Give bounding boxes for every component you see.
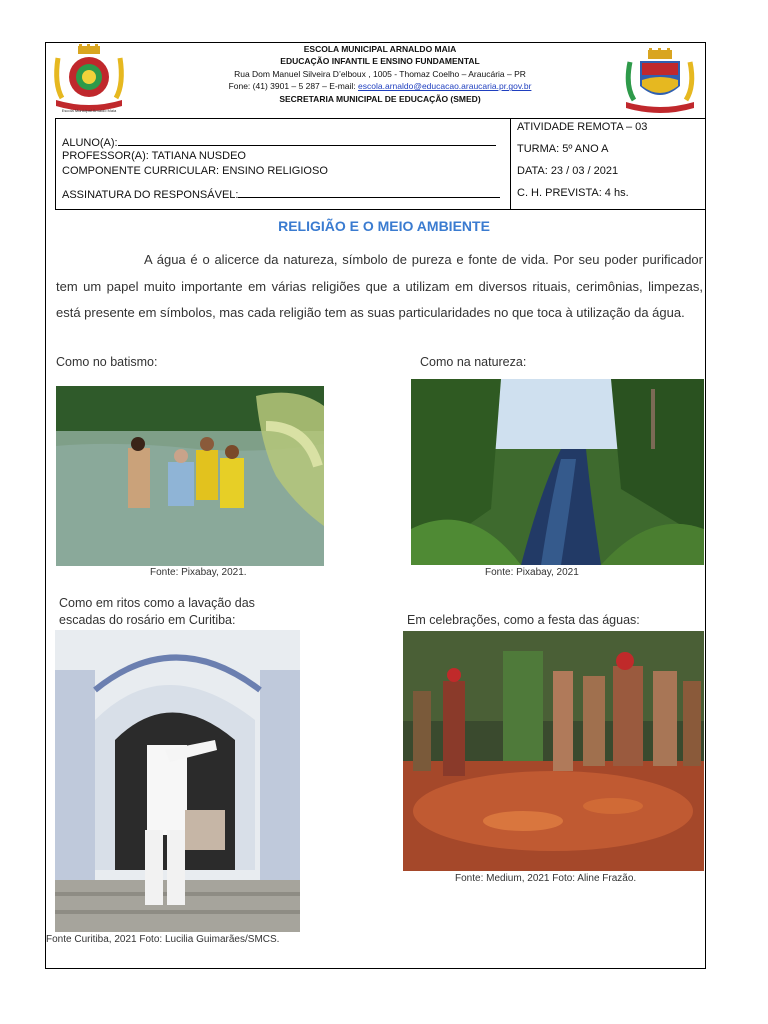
secretariat: SECRETARIA MUNICIPAL DE EDUCAÇÃO (SMED) — [279, 93, 481, 104]
assinatura-label: ASSINATURA DO RESPONSÁVEL: — [62, 189, 239, 201]
batismo-caption: Fonte: Pixabay, 2021. — [150, 567, 247, 578]
baptism-photo — [56, 386, 324, 566]
school-logo — [48, 44, 130, 114]
city-coat-of-arms — [620, 48, 700, 114]
page-title: RELIGIÃO E O MEIO AMBIENTE — [278, 218, 490, 234]
professor-text: PROFESSOR(A): TATIANA NUSDEO — [62, 150, 246, 162]
nature-photo — [411, 379, 704, 565]
ritos-caption: Fonte Curitiba, 2021 Foto: Lucilia Guimarães/SMCS. — [46, 934, 280, 945]
education-level: EDUCAÇÃO INFANTIL E ENSINO FUNDAMENTAL — [280, 56, 480, 67]
intro-paragraph — [56, 247, 703, 327]
celebracoes-label: Em celebrações, como a festa das águas: — [407, 613, 640, 627]
contact-line — [150, 80, 610, 92]
stairs-ritual-photo — [55, 630, 300, 932]
natureza-label: Como na natureza: — [420, 355, 527, 369]
svg-text:Escola Municipal Arnaldo Maia: Escola Municipal Arnaldo Maia — [61, 108, 117, 113]
intro-text: A água é o alicerce da natureza, símbolo de pureza e fonte de vida. Por seu poder purificador tem um papel muito importante em várias religiões que a utilizam em diversos rituais, cerimônias, limpezas, está presente em símbolos, mas cada religião tem as suas particularidades no que toca à utilização da água. — [56, 252, 703, 320]
info-divider — [510, 118, 511, 210]
turma-text: TURMA: 5º ANO A — [517, 143, 609, 155]
assinatura-field[interactable] — [238, 187, 500, 198]
assinatura-row — [62, 187, 500, 201]
phone-text: Fone: (41) 3901 – 5 287 – E-mail: — [228, 81, 359, 92]
natureza-caption: Fonte: Pixabay, 2021 — [485, 567, 579, 578]
email-link[interactable]: escola.arnaldo@educacao.araucaria.pr.gov.br — [358, 81, 532, 92]
ritos-label-line2: escadas do rosário em Curitiba: — [59, 613, 236, 627]
water-festival-photo — [403, 631, 704, 871]
aluno-row — [62, 135, 496, 149]
ritos-label-line1: Como em ritos como a lavação das — [59, 596, 255, 610]
ch-text: C. H. PREVISTA: 4 hs. — [517, 187, 629, 199]
celebracoes-caption: Fonte: Medium, 2021 Foto: Aline Frazão. — [455, 873, 637, 884]
data-text: DATA: 23 / 03 / 2021 — [517, 165, 619, 177]
atividade-text: ATIVIDADE REMOTA – 03 — [517, 121, 648, 133]
school-header — [150, 43, 610, 105]
componente-text: COMPONENTE CURRICULAR: ENSINO RELIGIOSO — [62, 165, 328, 177]
school-address: Rua Dom Manuel Silveira D’elboux , 1005 - Thomaz Coelho – Araucária – PR — [234, 68, 526, 79]
batismo-label: Como no batismo: — [56, 355, 158, 369]
school-name: ESCOLA MUNICIPAL ARNALDO MAIA — [303, 44, 457, 54]
aluno-field[interactable] — [118, 135, 496, 146]
aluno-label: ALUNO(A): — [62, 137, 118, 149]
